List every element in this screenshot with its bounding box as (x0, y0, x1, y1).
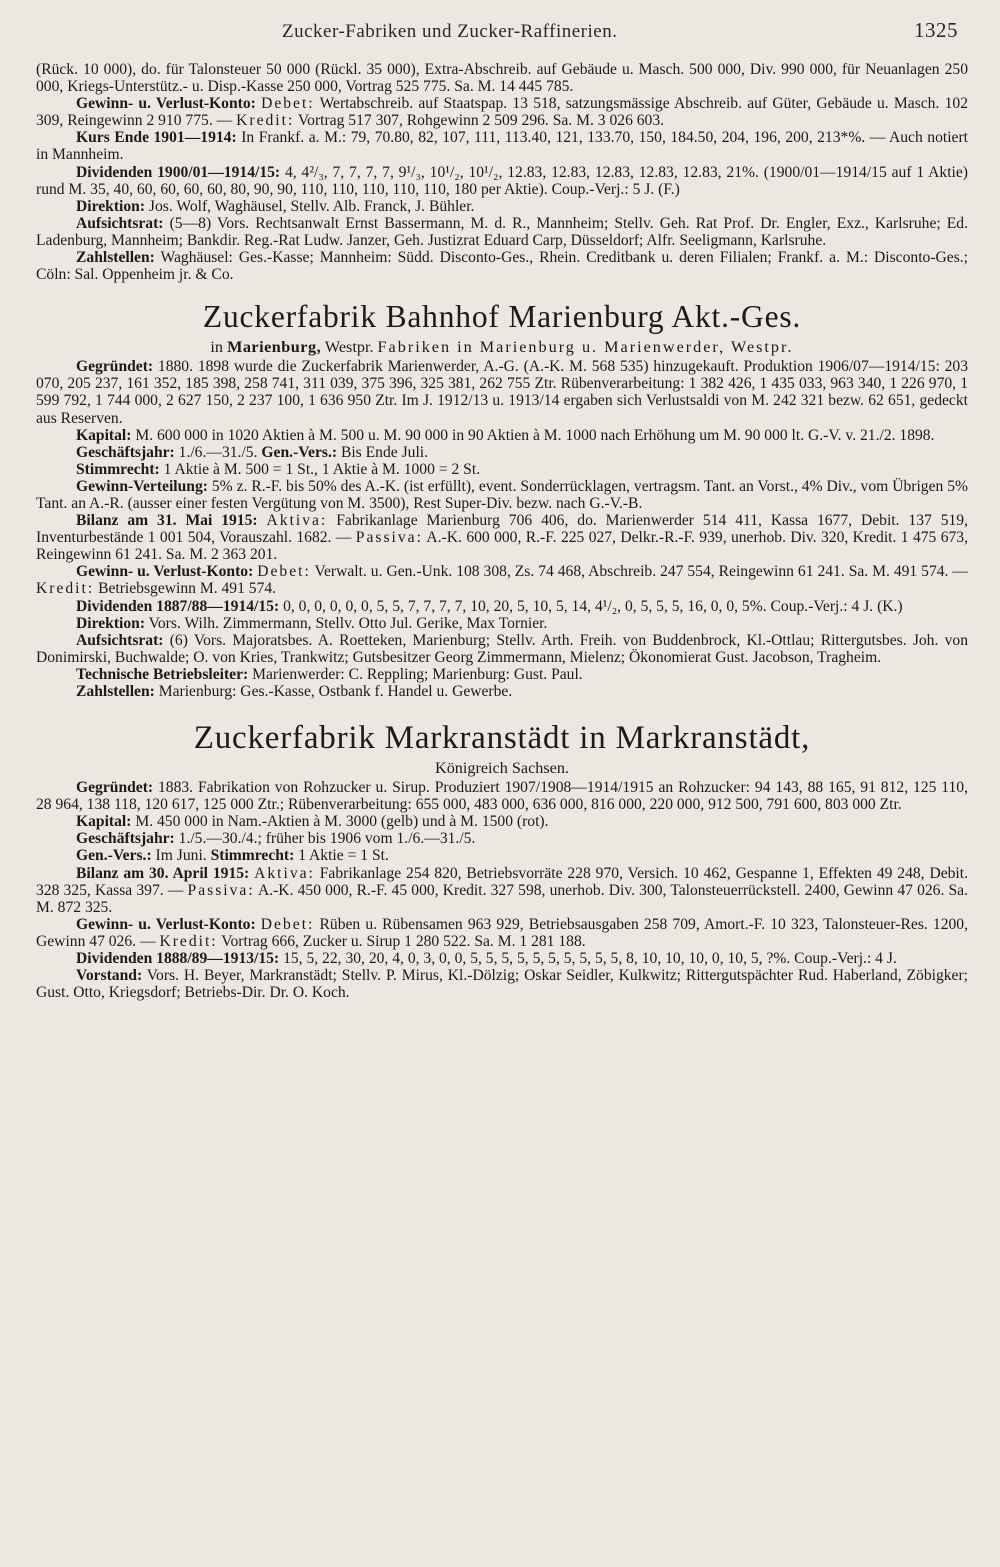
label: Gewinn- u. Verlust-Konto: (76, 915, 256, 933)
text: A.-K. 600 000, R.-F. 225 027, Delkr.-R.-F. 939, unerhob. Div. 320, Kredit. 1 475 673, Reingewinn 61 241. Sa. M. 2 363 201. (36, 529, 968, 564)
text: Jos. Wolf, Waghäusel, Stellv. Alb. Franck, J. Bühler. (145, 197, 475, 215)
text: 1883. Fabrikation von Rohzucker u. Sirup. Produziert 1907/1908—1914/1915 an Rohzucker: 94 143, 88 165, 91 812, 125 110, 28 964, 138 118, 120 617, 125 000 Ztr.; Rübenverarbeitung: 655 000, 483 000, 636 000, 816 000, 220 000, 912 500, 791 600, 803 000 Ztr. (36, 779, 968, 814)
text: Vors. H. Beyer, Markranstädt; Stellv. P. Mirus, Kl.-Dölzig; Oskar Seidler, Kulkwitz; Rittergutspächter Rud. Haberland, Zöbigker; Gust. Otto, Kriegsdorf; Betriebs-Dir. Dr. O. Koch. (36, 967, 968, 1002)
text: Waghäusel: Ges.-Kasse; Mannheim: Südd. Disconto-Ges., Rhein. Creditbank u. deren Filialen; Frankf. a. M.: Disconto-Ges.; Cöln: Sal. Oppenheim jr. & Co. (36, 249, 968, 284)
prev-company-entry (36, 61, 968, 283)
text: 5% z. R.-F. bis 50% des A.-K. (ist erfüllt), event. Sonderrücklagen, vertragsm. Tant. an Vorst., 4% Div., vom Übrigen 5% Tant. an A.-R. (ausser einer festen Vergütung von M. 3500), Rest Super-Div. bezw. nach G.-V.-B. (36, 477, 968, 512)
label: Direktion: (76, 614, 146, 632)
sub-prefix: in (210, 338, 228, 357)
aktiva-label: Aktiva: (266, 512, 328, 530)
label: Kurs Ende 1901—1914: (76, 129, 237, 147)
gewinn-verlust-paragraph (36, 916, 968, 950)
label: Dividenden 1888/89—1913/15: (76, 950, 280, 968)
zahlstellen-paragraph (36, 683, 968, 700)
gen-vers-paragraph (36, 847, 968, 864)
label: Technische Betriebsleiter: (76, 665, 249, 683)
bilanz-paragraph (36, 865, 968, 916)
company-title: Zuckerfabrik Markranstädt in Markranstädt, (193, 720, 811, 757)
debet-label: Debet: (257, 563, 311, 581)
text: Wertabschreib. auf Staatspap. 13 518, satzungsmässige Abschreib. auf Güter, Gebäude u. Masch. 102 309, Reingewinn 2 910 775. — (36, 95, 968, 130)
text: In Frankf. a. M.: 79, 70.80, 82, 107, 111, 113.40, 121, 133.70, 150, 184.50, 204, 196, 200, 213*%. — Auch notiert in Mannheim. (36, 129, 969, 164)
label: Gegründet: (76, 358, 154, 376)
label: Bilanz am 30. April 1915: (76, 864, 250, 882)
page-number: 1325 (914, 18, 958, 42)
label: Gewinn- u. Verlust-Konto: (76, 95, 256, 113)
text: M. 600 000 in 1020 Aktien à M. 500 u. M. 90 000 in 90 Aktien à M. 1000 nach Erhöhung um M. 90 000 lt. G.-V. v. 21./2. 1898. (131, 426, 935, 444)
label: Stimmrecht: (76, 460, 160, 478)
gegruendet-paragraph (36, 358, 968, 426)
text: Vortrag 517 307, Rohgewinn 2 509 296. Sa. M. 3 026 603. (294, 112, 665, 130)
kredit-label: Kredit: (159, 932, 218, 950)
passiva-label: Passiva: (187, 881, 255, 899)
text: A.-K. 450 000, R.-F. 45 000, Kredit. 327 598, unerhob. Div. 300, Talonsteuerrückstell. 2400, Gewinn 47 026. Sa. M. 872 325. (36, 881, 968, 916)
text: Marienburg: Ges.-Kasse, Ostbank f. Handel u. Gewerbe. (154, 683, 513, 700)
label: Kapital: (76, 813, 132, 831)
sub-rest: Westpr. (321, 338, 378, 357)
page-header (282, 18, 964, 43)
kurs-paragraph (36, 129, 968, 163)
geschaeftsjahr-paragraph (36, 444, 968, 461)
company-subtitle: Königreich Sachsen. (435, 759, 569, 778)
label: Vorstand: (76, 967, 143, 985)
zahlstellen-paragraph (36, 249, 968, 283)
label: Stimmrecht: (210, 847, 295, 865)
sub-place: Marienburg, (227, 338, 322, 357)
text: Betriebsgewinn M. 491 574. (94, 580, 277, 598)
direktion-paragraph (36, 198, 968, 215)
label: Geschäftsjahr: (76, 830, 175, 848)
dividenden-paragraph (36, 598, 968, 615)
text: Fabrikanlage 254 820, Betriebsvorräte 228 970, Versich. 10 462, Gespanne 1, Effekten 49 248, Debit. 328 325, Kassa 397. — (36, 864, 968, 899)
text: Rüben u. Rübensamen 963 929, Betriebsausgaben 258 709, Amort.-F. 10 323, Talonsteuer-Res. 1200, Gewinn 47 026. — (36, 915, 969, 950)
text: 15, 5, 22, 30, 20, 4, 0, 3, 0, 0, 5, 5, 5, 5, 5, 5, 5, 5, 5, 5, 8, 10, 10, 10, 0, 10, 5, ?%. Coup.-Verj.: 4 J. (279, 950, 897, 968)
text: 1./6.—31./5. (174, 443, 262, 461)
label: Direktion: (76, 197, 146, 215)
label: Gen.-Vers.: (261, 443, 338, 461)
debet-label: Debet: (260, 915, 315, 933)
label: Kapital: (76, 426, 132, 444)
aktiva-label: Aktiva: (254, 864, 315, 882)
text: Verwalt. u. Gen.-Unk. 108 308, Zs. 74 468, Abschreib. 247 554, Reingewinn 61 241. Sa. M. 491 574. — (310, 563, 968, 581)
text: 4, 4²/₃, 7, 7, 7, 7, 9¹/₃, 10¹/₂, 10¹/₂, 12.83, 12.83, 12.83, 12.83, 12.83, 21%. (1900/01—1914/15 auf 1 Aktie) rund M. 35, 40, 60, 60, 60, 60, 80, 90, 90, 110, 110, 110, 110, 110, 180 per Aktie). Coup.-Verj.: 5 J. (F.) (36, 163, 968, 198)
debet-label: Debet: (261, 95, 315, 113)
text: 1 Aktie = 1 St. (294, 847, 389, 865)
text: Vors. Wilh. Zimmermann, Stellv. Otto Jul. Gerike, Max Tornier. (145, 614, 548, 632)
label: Aufsichtsrat: (76, 214, 164, 232)
label: Gegründet: (76, 779, 154, 797)
label: Gewinn- u. Verlust-Konto: (76, 563, 254, 581)
running-title: Zucker-Fabriken und Zucker-Raffinerien. (282, 21, 618, 42)
text: M. 450 000 in Nam.-Aktien à M. 3000 (gelb) und à M. 1500 (rot). (131, 813, 549, 831)
vorstand-paragraph (36, 967, 968, 1001)
label: Zahlstellen: (76, 249, 155, 267)
bilanz-paragraph (36, 512, 968, 563)
dividenden-paragraph (36, 950, 968, 967)
kredit-label: Kredit: (236, 112, 295, 130)
label: Bilanz am 31. Mai 1915: (76, 512, 258, 530)
label: Geschäftsjahr: (76, 443, 175, 461)
text: 1 Aktie à M. 500 = 1 St., 1 Aktie à M. 1000 = 2 St. (159, 460, 481, 478)
sub-spaced: Fabriken in Marienburg u. Marienwerder, Westpr. (377, 338, 794, 357)
text: (6) Vors. Majoratsbes. A. Roetteken, Marienburg; Stellv. Arth. Freih. von Buddenbrock, Kl.-Ottlau; Rittergutsbes. Joh. von Donimirski, Buchwalde; O. von Kries, Trankwitz; Gutsbesitzer Georg Zimmermann, Mielenz; Ökonomierat Gust. Jacobson, Tragheim. (36, 631, 968, 666)
text: Vortrag 666, Zucker u. Sirup 1 280 522. Sa. M. 1 281 188. (217, 932, 586, 950)
label: Aufsichtsrat: (76, 631, 164, 649)
gegruendet-paragraph (36, 779, 968, 813)
reserve-paragraph: (Rück. 10 000), do. für Talonsteuer 50 000 (Rückl. 35 000), Extra-Abschreib. auf Gebäude u. Masch. 500 000, Div. 990 000, für Neuanlagen 250 000, Kriegs-Unterstütz.- u. Disp.-Kasse 250 000, Vortrag 525 775. Sa. M. 14 445 785. (36, 61, 968, 96)
label: Gen.-Vers.: (76, 847, 152, 865)
text: 1./5.—30./4.; früher bis 1906 vom 1./6.—31./5. (174, 830, 476, 848)
label: Dividenden 1887/88—1914/15: (76, 597, 280, 615)
gewinn-verlust-paragraph (36, 563, 968, 597)
text: 0, 0, 0, 0, 0, 0, 5, 5, 7, 7, 7, 7, 10, 20, 5, 10, 5, 14, 4¹/₂, 0, 5, 5, 5, 16, 0, 0, 5%. Coup.-Verj.: 4 J. (K.) (279, 597, 903, 615)
text: Bis Ende Juli. (337, 443, 429, 461)
company-entry-markranstaedt (36, 719, 968, 1001)
company-entry-marienburg (36, 298, 968, 700)
passiva-label: Passiva: (355, 529, 423, 547)
kredit-label: Kredit: (36, 580, 95, 598)
dividenden-paragraph (36, 164, 968, 198)
text: Marienwerder: C. Reppling; Marienburg: Gust. Paul. (248, 665, 583, 683)
text: 1880. 1898 wurde die Zuckerfabrik Marienwerder, A.-G. (A.-K. M. 568 535) hinzugekauft. Produktion 1906/07—1914/15: 203 070, 205 237, 161 352, 185 398, 258 741, 311 039, 375 396, 325 381, 262 755 Ztr. Rübenverarbeitung: 1 382 426, 1 435 033, 963 340, 1 226 970, 1 599 792, 1 744 000, 2 627 150, 2 237 100, 1 636 950 Ztr. Im J. 1912/13 u. 1913/14 ergaben sich Verlustsaldi von M. 242 321 bezw. 62 651, gedeckt aus Reserven. (36, 358, 968, 427)
label: Gewinn-Verteilung: (76, 477, 208, 495)
direktion-paragraph (36, 615, 968, 632)
stimmrecht-paragraph (36, 461, 968, 478)
profit-loss-paragraph (36, 95, 968, 129)
aufsichtsrat-paragraph (36, 215, 968, 249)
company-subtitle (36, 338, 968, 357)
text: Fabrikanlage Marienburg 706 406, do. Marienwerder 514 411, Kassa 1677, Debit. 137 519, Inventurbestände 1 001 504, Vorauszahl. 1682. — (36, 512, 969, 547)
geschaeftsjahr-paragraph (36, 830, 968, 847)
gewinn-verteilung-paragraph (36, 478, 968, 512)
betriebsleiter-paragraph (36, 666, 968, 683)
kapital-paragraph (36, 813, 968, 830)
text: Im Juni. (151, 847, 211, 865)
label: Zahlstellen: (76, 683, 155, 700)
aufsichtsrat-paragraph (36, 632, 968, 666)
company-title: Zuckerfabrik Bahnhof Marienburg Akt.-Ges. (202, 299, 802, 335)
label: Dividenden 1900/01—1914/15: (76, 163, 281, 181)
kapital-paragraph (36, 427, 968, 444)
text: (5—8) Vors. Rechtsanwalt Ernst Bassermann, M. d. R., Mannheim; Stellv. Geh. Rat Prof. Dr. Engler, Exz., Karlsruhe; Ed. Ladenburg, Mannheim; Bankdir. Reg.-Rat Ludw. Janzer, Geh. Justizrat Eduard Carp, Düsseldorf; Alfr. Seeligmann, Karlsruhe. (36, 214, 968, 249)
